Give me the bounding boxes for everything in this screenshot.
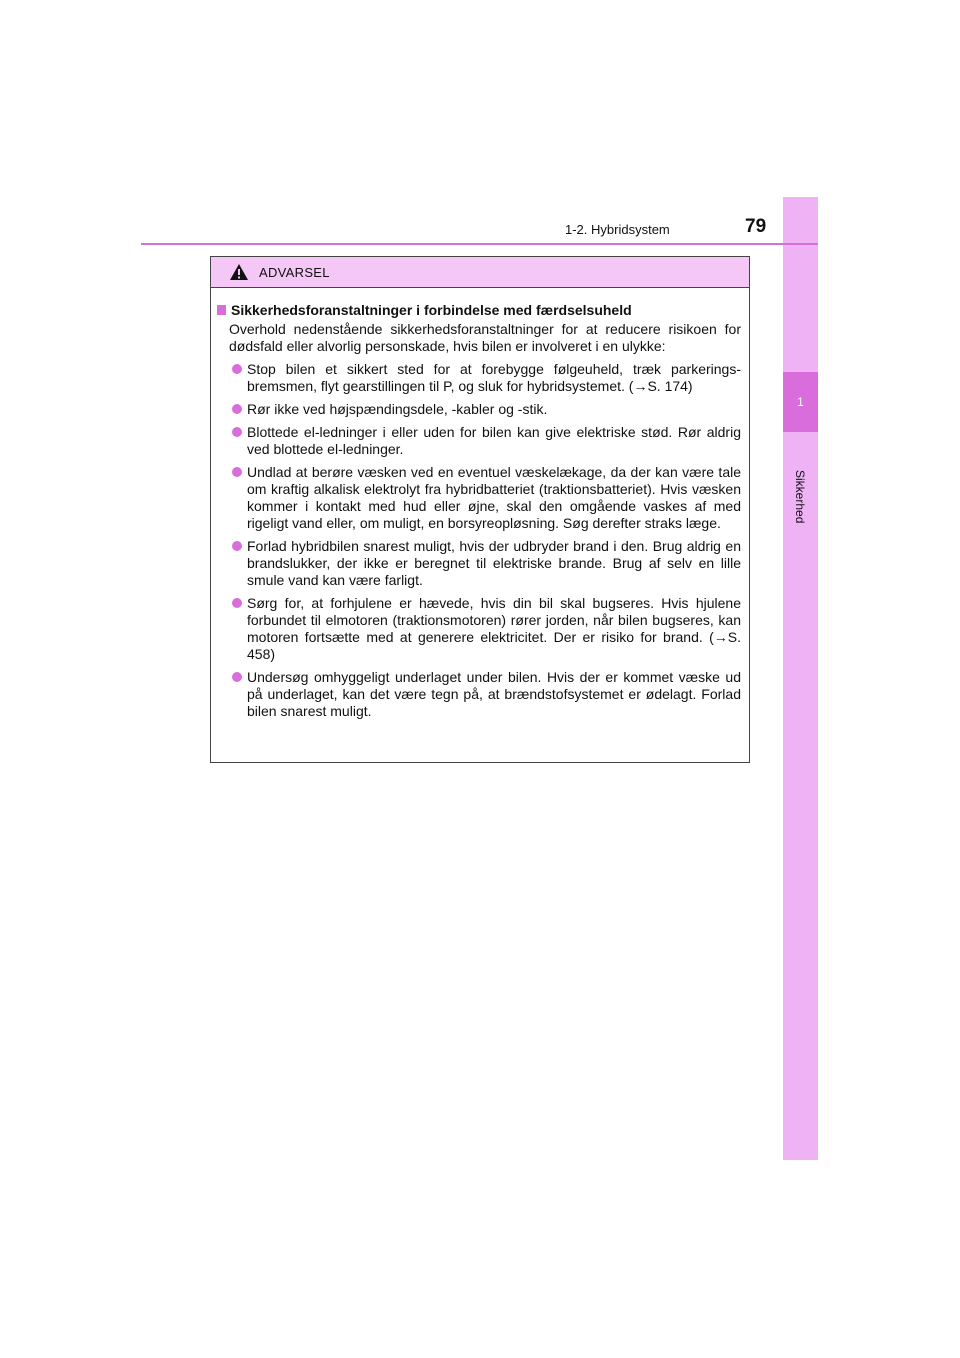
- page-number: 79: [745, 216, 767, 237]
- list-item-text: Rør ikke ved højspændingsdele, -kabler og -stik.: [247, 401, 548, 417]
- bullet-dot-icon: [232, 541, 242, 551]
- warning-intro: Overhold nedenstående sikkerhedsforanstaltninger for at reducere risikoen for dødsfald eller alvorlig personskade, hvis bilen er involveret i en ulykke:: [229, 321, 741, 354]
- list-item-text: Forlad hybridbilen snarest muligt, hvis der udbryder brand i den. Brug aldrig en brandslukker, der ikke er beregnet til elektriske brande. Brug af selv en lille smule vand kan være farligt.: [247, 538, 741, 588]
- warning-heading-text: Sikkerhedsforanstaltninger i forbindelse med færdselsuheld: [231, 302, 632, 318]
- list-item: [217, 401, 741, 418]
- list-item: [217, 361, 741, 395]
- warning-body: [211, 288, 749, 720]
- chapter-name: Sikkerhed: [793, 470, 807, 524]
- list-item-text: Undlad at berøre væsken ved en eventuel væskelækage, da der kan være tale om kraftig alkalisk elektrolyt fra hybridbatteriet (traktionsbatteriet). Hvis væsken kommer i kontakt med hud eller øjne, skal den omgående vaskes af med rigeligt vand eller, om muligt, en borsyreopløsning. Søg derefter straks læge.: [247, 464, 741, 531]
- warning-triangle-icon: [229, 263, 249, 281]
- header-rule: [141, 243, 818, 245]
- bullet-dot-icon: [232, 598, 242, 608]
- chapter-side-tab: [783, 197, 818, 1160]
- chapter-number: 1: [797, 395, 804, 409]
- warning-heading: [217, 302, 741, 319]
- list-item: [217, 538, 741, 589]
- list-item-text: Sørg for, at forhjulene er hævede, hvis din bil skal bugseres. Hvis hjulene forbundet til elmotoren (traktionsmotoren) rører jorden, når bilen bugseres, kan motoren fortsætte med at generere elektricitet. Der er risiko for brand. (→S. 458): [247, 595, 741, 662]
- list-item-text: Blottede el-ledninger i eller uden for bilen kan give elektriske stød. Rør aldrig ved blottede el-ledninger.: [247, 424, 741, 457]
- section-title: 1-2. Hybridsystem: [565, 222, 670, 237]
- square-bullet-icon: [217, 305, 226, 315]
- warning-header: [211, 257, 749, 288]
- bullet-dot-icon: [232, 427, 242, 437]
- bullet-dot-icon: [232, 467, 242, 477]
- list-item-text: Stop bilen et sikkert sted for at forebygge følgeuheld, træk parkerings-bremsmen, flyt gearstillingen til P, og sluk for hybridsystemet. (→S. 174): [247, 361, 741, 394]
- warning-title: ADVARSEL: [259, 264, 330, 280]
- bullet-dot-icon: [232, 672, 242, 682]
- list-item: [217, 424, 741, 458]
- bullet-dot-icon: [232, 404, 242, 414]
- bullet-dot-icon: [232, 364, 242, 374]
- list-item: [217, 464, 741, 532]
- list-item-text: Undersøg omhyggeligt underlaget under bilen. Hvis der er kommet væske ud på underlaget, kan det være tegn på, at brændstofsystemet er ødelagt. Forlad bilen snarest muligt.: [247, 669, 741, 719]
- list-item: [217, 669, 741, 720]
- list-item: [217, 595, 741, 663]
- warning-box: [210, 256, 750, 763]
